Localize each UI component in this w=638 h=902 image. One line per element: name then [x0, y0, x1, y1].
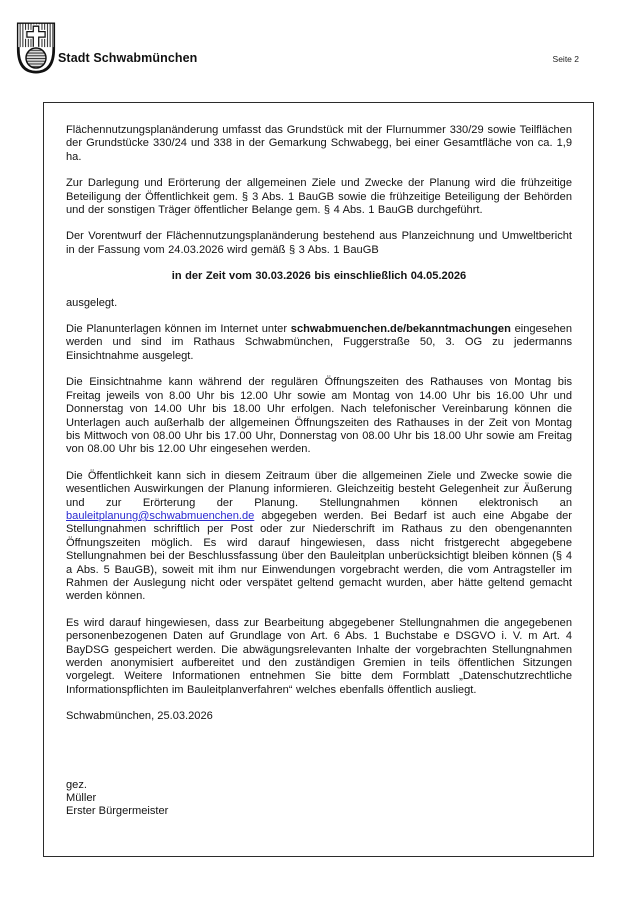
- text-segment: Der Vorentwurf der Flächennutzungsplanänderung bestehend aus Planzeichnung und Umweltbericht in der Fassung vom 24.03.2026 wird gemäß § 3 Abs. 1 BauGB: [66, 230, 572, 256]
- paragraph: [66, 376, 572, 456]
- text-segment: Flächennutzungsplanänderung umfasst das Grundstück mit der Flurnummer 330/29 sowie Teilflächen der Grundstücke 330/24 und 338 in der Gemarkung Schwabegg, bei einer Gesamtfläche von ca. 1,9 ha.: [66, 124, 572, 163]
- announcement-text-box: [43, 102, 594, 857]
- signature-title: Erster Bürgermeister: [66, 805, 169, 818]
- paragraph: [66, 297, 572, 310]
- text-segment: Die Einsichtnahme kann während der regulären Öffnungszeiten des Rathauses von Montag bis Freitag jeweils von 8.00 Uhr bis 12.00 Uhr sowie am Montag von 14.00 Uhr bis 16.00 Uhr und Donnerstag von 14.00 Uhr bis 18.00 Uhr erfolgen. Nach telefonischer Vereinbarung können die Unterlagen auch außerhalb der allgemeinen Öffnungszeiten des Rathauses in der Zeit von Montag bis Mittwoch von 08.00 Uhr bis 17.00 Uhr, Donnerstag von 08.00 Uhr bis 18.00 Uhr sowie am Freitag von 08.00 Uhr bis 12.00 Uhr eingesehen werden.: [66, 376, 572, 456]
- email-link[interactable]: bauleitplanung@schwabmuenchen.de: [66, 509, 255, 522]
- paragraph: [66, 617, 572, 697]
- text-segment: Es wird darauf hingewiesen, dass zur Bearbeitung abgegebener Stellungnahmen die angegebenen personenbezogenen Daten auf Grundlage von Art. 6 Abs. 1 Buchstabe e DSGVO i. V. m Art. 4 BayDSG gespeichert werden. Die abwägungsrelevanten Inhalte der vorgebrachten Stellungnahmen werden anonymisiert aufbereitet und den zuständigen Gremien in teils öffentlichen Sitzungen vorgelegt. Weitere Informationen entnehmen Sie bitte dem Formblatt „Datenschutzrechtliche Informationspflichten im Bauleitplanverfahren“ welches ebenfalls öffentlich ausliegt.: [66, 616, 572, 696]
- signature-name: Müller: [66, 792, 97, 805]
- text-segment: Die Planunterlagen können im Internet unter: [66, 323, 291, 336]
- paragraph: [66, 230, 572, 257]
- paragraph: [66, 124, 572, 164]
- signature-gez-label: gez.: [66, 778, 87, 791]
- bold-text-segment: schwabmuenchen.de/bekanntmachungen: [290, 323, 511, 336]
- page-number-label: Seite 2: [552, 54, 579, 64]
- text-segment: Die Öffentlichkeit kann sich in diesem Zeitraum über die allgemeinen Ziele und Zwecke sowie die wesentlichen Auswirkungen der Planung informieren. Gleichzeitig besteht Gelegenheit zur Äußerung und zur Erörterung der Planung. Stellungnahmen können elektronisch an: [66, 469, 572, 509]
- org-title: Stadt Schwabmünchen: [58, 51, 198, 65]
- text-segment: eingesehen werden und sind im Rathaus Schwabmünchen, Fuggerstraße 50, 3. OG zu jedermanns Einsichtnahme ausgelegt.: [66, 323, 572, 362]
- paragraph: [66, 470, 572, 604]
- place-date-line: Schwabmünchen, 25.03.2026: [66, 710, 213, 723]
- bold-text-segment: in der Zeit vom 30.03.2026 bis einschließlich 04.05.2026: [171, 270, 467, 283]
- paragraph: [66, 323, 572, 363]
- signature-block: [66, 779, 572, 819]
- text-segment: ausgelegt.: [66, 296, 118, 309]
- coat-of-arms-icon: [16, 21, 56, 75]
- paragraph: [66, 177, 572, 217]
- text-segment: abgegeben werden. Bei Bedarf ist auch eine Abgabe der Stellungnahmen schriftlich per Post oder zur Niederschrift im Rathaus zu den obengenannten Öffnungszeiten möglich. Es wird darauf hingewiesen, dass nicht fristgerecht abgegebene Stellungnahmen bei der Beschlussfassung über den Bauleitplan unberücksichtigt bleiben können (§ 4 a Abs. 5 BauGB), soweit mit ihm nur Einwendungen vorgebracht werden, die vom Antragsteller im Rahmen der Auslegung nicht oder verspätet geltend gemacht wurden, aber hätte geltend gemacht werden können.: [66, 509, 572, 603]
- paragraph-container: [66, 124, 572, 697]
- paragraph: [66, 270, 572, 283]
- page-header: [0, 0, 638, 100]
- text-segment: Zur Darlegung und Erörterung der allgemeinen Ziele und Zwecke der Planung wird die frühzeitige Beteiligung der Öffentlichkeit gem. § 3 Abs. 1 BauGB sowie die frühzeitige Beteiligung der Behörden und der sonstigen Träger öffentlicher Belange gem. § 4 Abs. 1 BauGB durchgeführt.: [66, 177, 572, 217]
